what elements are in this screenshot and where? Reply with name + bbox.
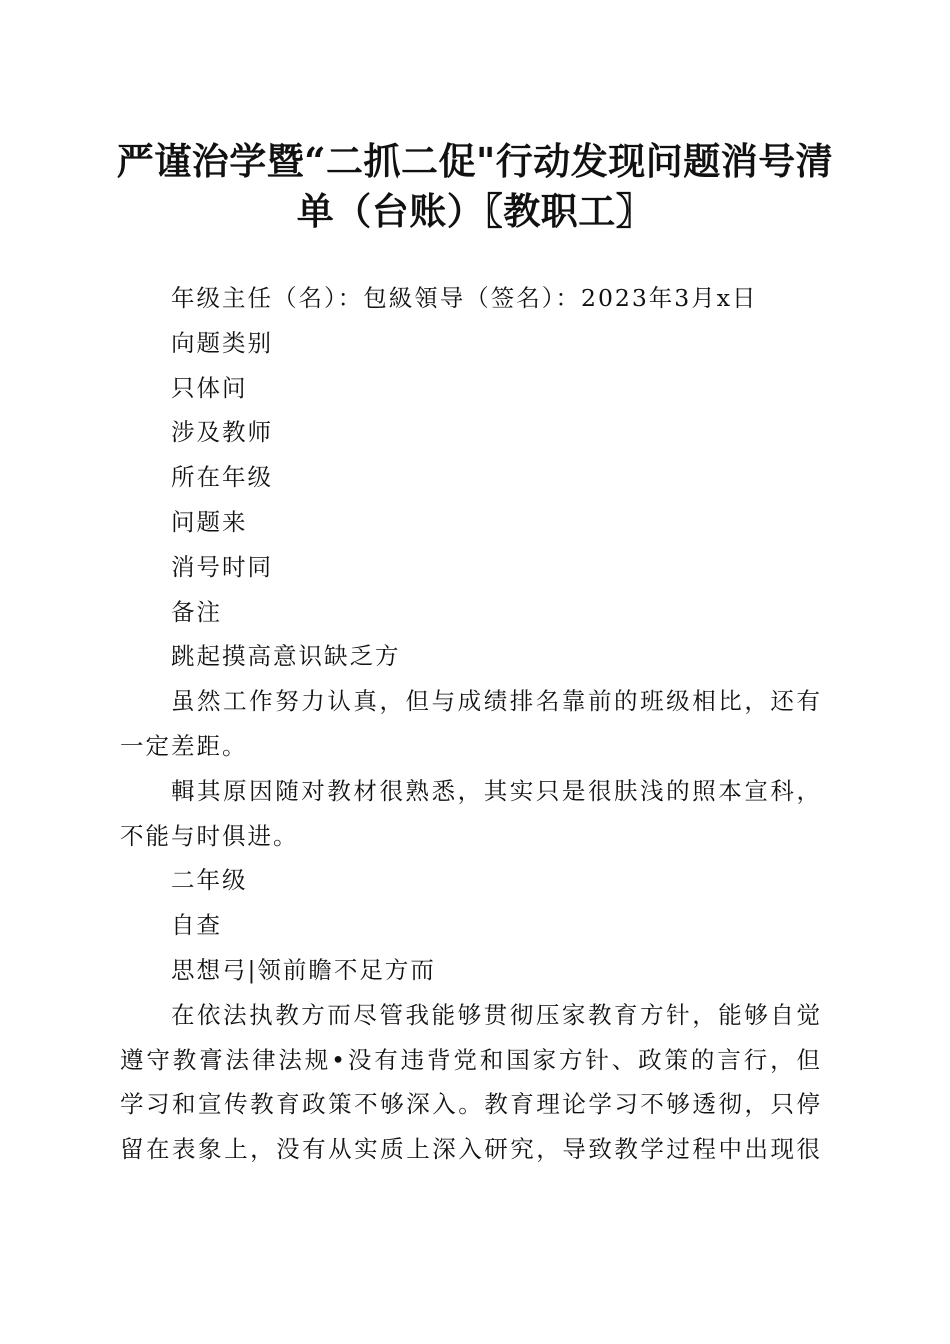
label-close-time: 消号时同 xyxy=(171,552,273,581)
title-line-2: 单（台账）〖教职工〗 xyxy=(296,189,654,233)
document-title xyxy=(100,136,850,236)
document-body xyxy=(120,276,822,1172)
title-line-1: 严谨治学暨“二抓二促"行动发现问题消号清 xyxy=(116,139,834,183)
item2-description-line: 学习和宣传教育政策不够深入。教育理论学习不够透彻，只停 xyxy=(120,1090,822,1119)
label-source: 问题来 xyxy=(171,507,248,536)
label-remark: 备注 xyxy=(171,597,222,626)
label-specific: 只体问 xyxy=(171,373,248,402)
item1-title: 跳起摸高意识缺乏方 xyxy=(171,642,401,671)
item2-description-line: 遵守教膏法律法规•没有违背党和国家方针、政策的言行，但 xyxy=(120,1045,822,1074)
item2-description-line: 留在表象上，没有从实质上深入研究，导致教学过程中出现很 xyxy=(120,1135,822,1164)
item1-description: 虽然工作努力认真，但与成绩排名靠前的班级相比，还有一定差距。 xyxy=(120,687,822,760)
item1-reason: 輯其原因随对教材很熟悉，其实只是很肤浅的照本宣科，不能与时俱进。 xyxy=(120,776,822,850)
label-grade: 所在年级 xyxy=(171,463,273,492)
item1-source: 自查 xyxy=(171,911,222,940)
item1-grade: 二年级 xyxy=(171,866,248,895)
label-category: 向题类别 xyxy=(171,328,273,357)
header-line: 年级主任（名）：包級領导（签名）：2023年3月x日 xyxy=(171,284,758,312)
item2-description xyxy=(120,993,822,1172)
item2-description-line: 在依法执教方而尽管我能够贯彻压家教育方针，能够自觉 xyxy=(171,1000,822,1029)
item2-title: 思想弓|领前瞻不足方而 xyxy=(171,955,436,984)
label-teacher: 涉及教师 xyxy=(171,418,273,447)
